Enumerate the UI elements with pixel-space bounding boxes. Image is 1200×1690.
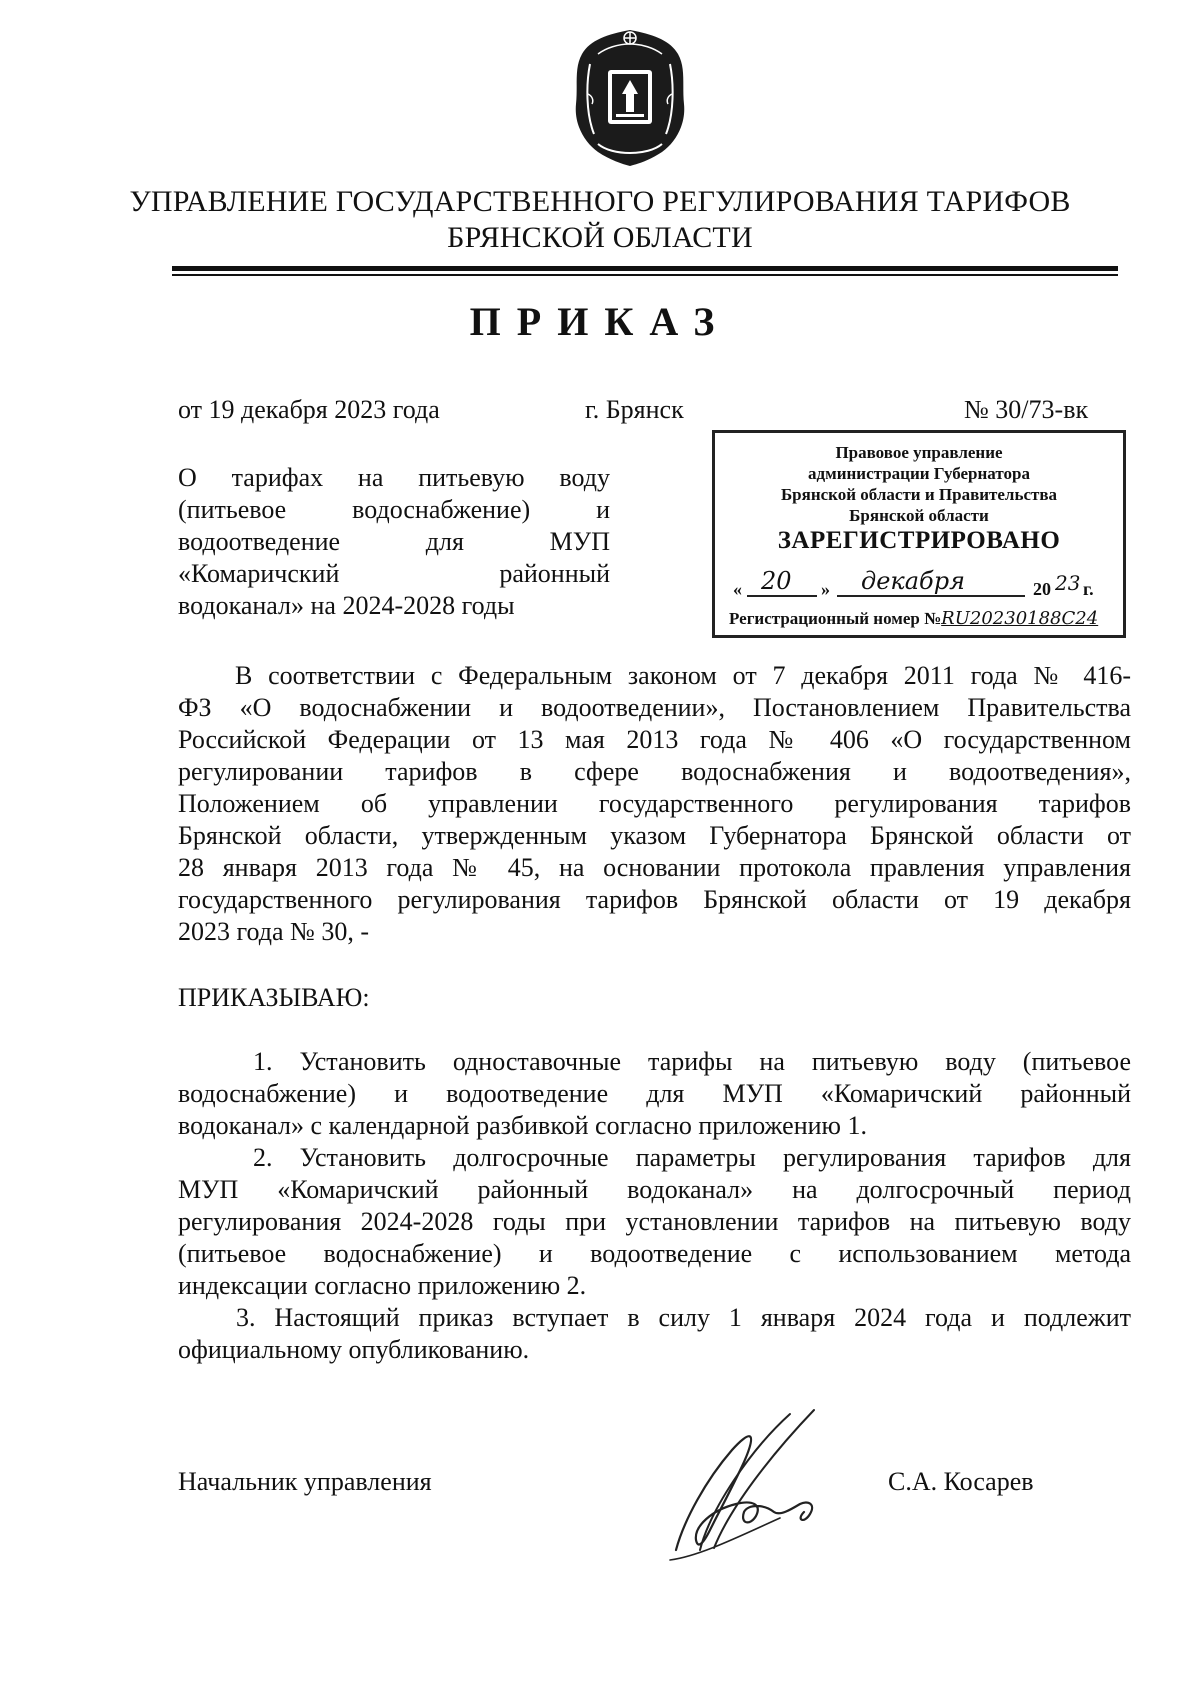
- order-directive: ПРИКАЗЫВАЮ:: [178, 983, 370, 1012]
- stamp-authority-line: Правовое управление: [835, 443, 1003, 462]
- item-line: 3. Настоящий приказ вступает в силу 1 января 2024 года и подлежит: [236, 1303, 1131, 1332]
- subject-line: (питьевое водоснабжение) и: [178, 495, 610, 524]
- stamp-authority: [715, 442, 1123, 526]
- preamble-line: 28 января 2013 года № 45, на основании протокола правления управления: [178, 853, 1131, 882]
- item-line: водоснабжение) и водоотведение для МУП «Комаричский районный: [178, 1079, 1131, 1108]
- subject-line: водоотведение для МУП: [178, 527, 610, 556]
- stamp-registered-label: ЗАРЕГИСТРИРОВАНО: [777, 527, 1061, 554]
- document-title: ПРИКАЗ: [469, 299, 731, 344]
- header-rule-thin: [172, 274, 1118, 276]
- handwritten-signature: [640, 1400, 870, 1590]
- subject-line: О тарифах на питьевую воду: [178, 463, 610, 492]
- stamp-regnum-label: Регистрационный номер №: [729, 609, 942, 628]
- header-rule-thick: [172, 266, 1118, 271]
- stamp-date: « 20 » декабря 20 23 г.: [733, 567, 1094, 599]
- item-line: МУП «Комаричский районный водоканал» на долгосрочный период: [178, 1175, 1131, 1204]
- subject-line: водоканал» на 2024-2028 годы: [178, 591, 515, 620]
- preamble-line: 2023 года № 30, -: [178, 917, 370, 946]
- stamp-authority-line: Брянской области: [849, 506, 989, 525]
- organization-name-line-2: БРЯНСКОЙ ОБЛАСТИ: [447, 221, 753, 254]
- item-line: официальному опубликованию.: [178, 1335, 530, 1364]
- item-line: водоканал» с календарной разбивкой согласно приложению 1.: [178, 1111, 867, 1140]
- stamp-registration-number: [729, 608, 1098, 629]
- subject-line: «Комаричский районный: [178, 559, 610, 588]
- preamble-line: Брянской области, утвержденным указом Губернатора Брянской области от: [178, 821, 1131, 850]
- stamp-year-suffix: 23: [1055, 571, 1081, 595]
- item-line: регулирования 2024-2028 годы при установлении тарифов на питьевую воду: [178, 1207, 1131, 1236]
- preamble-line: Российской Федерации от 13 мая 2013 года № 406 «О государственном: [178, 725, 1131, 754]
- item-line: 1. Установить одноставочные тарифы на питьевую воду (питьевое: [253, 1047, 1131, 1076]
- order-date: от 19 декабря 2023 года: [178, 395, 440, 424]
- stamp-day: 20: [761, 567, 792, 595]
- stamp-year-end: г.: [1083, 579, 1094, 599]
- registration-stamp: [712, 430, 1126, 638]
- preamble-line: регулировании тарифов в сфере водоснабжения и водоотведения»,: [178, 757, 1131, 786]
- item-line: (питьевое водоснабжение) и водоотведение с использованием метода: [178, 1239, 1131, 1268]
- preamble-line: ФЗ «О водоснабжении и водоотведении», Постановлением Правительства: [178, 693, 1131, 722]
- item-line: 2. Установить долгосрочные параметры регулирования тарифов для: [253, 1143, 1131, 1172]
- stamp-month: декабря: [861, 567, 965, 595]
- coat-of-arms-emblem: [568, 24, 692, 170]
- order-city: г. Брянск: [585, 395, 684, 424]
- signatory-name: С.А. Косарев: [888, 1467, 1034, 1496]
- preamble-line: В соответствии с Федеральным законом от 7 декабря 2011 года № 416-: [235, 661, 1131, 690]
- stamp-regnum-value: RU20230188C24: [941, 608, 1099, 629]
- preamble-line: государственного регулирования тарифов Брянской области от 19 декабря: [178, 885, 1131, 914]
- item-line: индексации согласно приложению 2.: [178, 1271, 587, 1300]
- stamp-authority-line: администрации Губернатора: [808, 464, 1030, 483]
- preamble-line: Положением об управлении государственного регулирования тарифов: [178, 789, 1131, 818]
- signatory-position: Начальник управления: [178, 1467, 432, 1496]
- stamp-authority-line: Брянской области и Правительства: [780, 485, 1058, 504]
- order-number: № 30/73-вк: [964, 395, 1089, 424]
- organization-name-line-1: УПРАВЛЕНИЕ ГОСУДАРСТВЕННОГО РЕГУЛИРОВАНИЯ ТАРИФОВ: [129, 185, 1071, 218]
- stamp-year-prefix: 20: [1033, 579, 1051, 599]
